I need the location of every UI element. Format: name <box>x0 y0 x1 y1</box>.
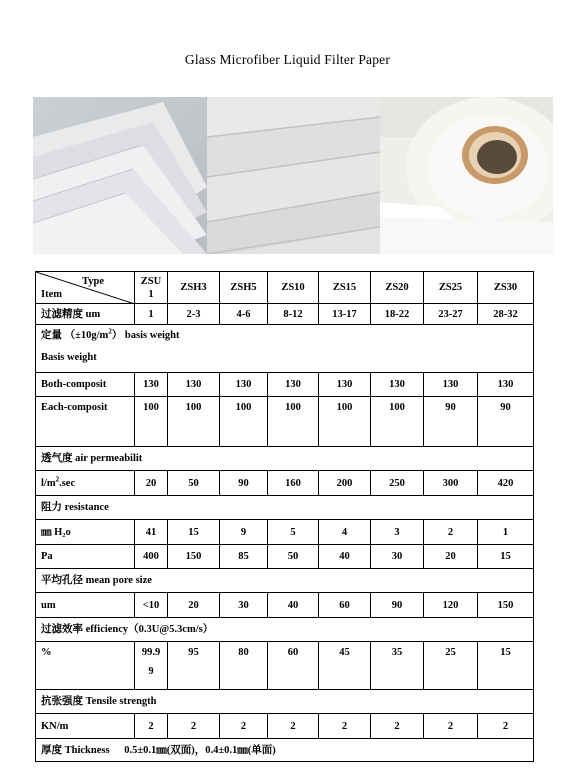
table-cell: 2 <box>478 714 534 739</box>
table-cell: 130 <box>135 373 168 397</box>
table-cell: 2 <box>135 714 168 739</box>
filter-paper-sheets-photo <box>33 97 207 254</box>
table-cell: 60 <box>268 642 319 690</box>
table-cell: 420 <box>478 471 534 496</box>
table-cell: 30 <box>220 593 268 618</box>
air-section-row <box>36 447 534 471</box>
table-cell: 2 <box>220 714 268 739</box>
section-header-efficiency: 过滤效率 efficiency（0.3U@5.3cm/s） <box>36 618 534 642</box>
row-label: Each-composit <box>36 397 135 447</box>
resistance-section-row <box>36 496 534 520</box>
row-label: KN/m <box>36 714 135 739</box>
table-cell: 90 <box>371 593 424 618</box>
efficiency-row <box>36 642 534 690</box>
filter-paper-roll-photo <box>380 97 553 254</box>
table-cell: 41 <box>135 520 168 545</box>
row-label: Pa <box>36 545 135 569</box>
section-header-resistance: 阻力 resistance <box>36 496 534 520</box>
table-cell: 150 <box>478 593 534 618</box>
model-header: ZSH3 <box>168 272 220 304</box>
table-cell: 99.9 9 <box>135 642 168 690</box>
table-cell: 400 <box>135 545 168 569</box>
section-header-basis-weight: 定量 $(\pm 10g/m^2)$ basis weight Basis weight <box>36 325 534 373</box>
row-label: $l/m^2.\sec$ <box>36 471 135 496</box>
table-cell: 120 <box>424 593 478 618</box>
table-cell: 130 <box>268 373 319 397</box>
table-cell: 28-32 <box>478 304 534 325</box>
table-cell: 15 <box>478 642 534 690</box>
table-cell: 80 <box>220 642 268 690</box>
table-cell: 2 <box>371 714 424 739</box>
section-header-pore-size: 平均孔径 mean pore size <box>36 569 534 593</box>
table-cell: 13-17 <box>319 304 371 325</box>
table-cell: 40 <box>268 593 319 618</box>
table-cell: 4-6 <box>220 304 268 325</box>
table-cell: 2 <box>319 714 371 739</box>
model-header: ZS15 <box>319 272 371 304</box>
row-label: ㎜ H₂o <box>36 520 135 545</box>
item-label: Item <box>41 289 62 300</box>
thickness-value: 0.5±0.1㎜(双面)，0.4±0.1㎜(单面) <box>124 744 276 756</box>
table-cell: 5 <box>268 520 319 545</box>
table-cell: 15 <box>168 520 220 545</box>
basis-weight-label: Basis weight <box>41 352 97 363</box>
tensile-row <box>36 714 534 739</box>
table-cell: 20 <box>135 471 168 496</box>
air-row <box>36 471 534 496</box>
each-composit-row <box>36 397 534 447</box>
model-header: ZSU 1 <box>135 272 168 304</box>
pore-section-row <box>36 569 534 593</box>
table-cell: 1 <box>135 304 168 325</box>
table-cell: 40 <box>319 545 371 569</box>
pa-row <box>36 545 534 569</box>
thickness-row <box>36 739 534 762</box>
type-label: Type <box>82 276 104 287</box>
table-cell: 8-12 <box>268 304 319 325</box>
table-cell: 20 <box>168 593 220 618</box>
pore-row <box>36 593 534 618</box>
table-cell: 2 <box>424 520 478 545</box>
table-cell: <10 <box>135 593 168 618</box>
row-label: 过滤精度 um <box>36 304 135 325</box>
header-row <box>36 272 534 304</box>
model-header: ZS10 <box>268 272 319 304</box>
table-cell: 18-22 <box>371 304 424 325</box>
table-cell: 30 <box>371 545 424 569</box>
table-cell: 100 <box>168 397 220 447</box>
product-photos <box>33 97 553 254</box>
table-cell: 100 <box>371 397 424 447</box>
spec-table <box>35 271 534 762</box>
table-cell: 4 <box>319 520 371 545</box>
table-cell: 2 <box>424 714 478 739</box>
table-cell: 9 <box>220 520 268 545</box>
table-cell: 50 <box>268 545 319 569</box>
table-cell: 160 <box>268 471 319 496</box>
table-cell: 50 <box>168 471 220 496</box>
mmh2o-row <box>36 520 534 545</box>
table-cell: 130 <box>220 373 268 397</box>
table-cell: 130 <box>478 373 534 397</box>
section-header-air-permeability: 透气度 air permeabilit <box>36 447 534 471</box>
row-label: Both-composit <box>36 373 135 397</box>
model-header: ZS25 <box>424 272 478 304</box>
model-header: ZS30 <box>478 272 534 304</box>
table-cell: 85 <box>220 545 268 569</box>
table-cell: 130 <box>424 373 478 397</box>
thickness-label: 厚度 Thickness <box>41 744 110 756</box>
type-item-corner <box>36 272 135 304</box>
table-cell: 100 <box>135 397 168 447</box>
table-cell: 60 <box>319 593 371 618</box>
table-cell: 45 <box>319 642 371 690</box>
table-cell: 100 <box>220 397 268 447</box>
table-cell: 3 <box>371 520 424 545</box>
table-cell: 130 <box>319 373 371 397</box>
basis-weight-section-row <box>36 325 534 373</box>
filter-paper-stack-photo <box>207 97 380 254</box>
efficiency-section-row <box>36 618 534 642</box>
table-cell: 1 <box>478 520 534 545</box>
table-cell: 95 <box>168 642 220 690</box>
model-header: ZS20 <box>371 272 424 304</box>
both-composit-row <box>36 373 534 397</box>
table-cell: 130 <box>168 373 220 397</box>
tensile-section-row <box>36 690 534 714</box>
row-label: um <box>36 593 135 618</box>
table-cell: 90 <box>478 397 534 447</box>
table-cell: 2-3 <box>168 304 220 325</box>
table-cell: 250 <box>371 471 424 496</box>
table-cell: 20 <box>424 545 478 569</box>
table-cell: 2 <box>268 714 319 739</box>
table-cell: 150 <box>168 545 220 569</box>
model-header: ZSH5 <box>220 272 268 304</box>
table-cell: 90 <box>220 471 268 496</box>
table-cell: 300 <box>424 471 478 496</box>
table-cell: 2 <box>168 714 220 739</box>
document-title: Glass Microfiber Liquid Filter Paper <box>184 52 391 67</box>
table-cell: 35 <box>371 642 424 690</box>
row-label: % <box>36 642 135 690</box>
table-cell: 200 <box>319 471 371 496</box>
section-header-tensile-strength: 抗张强度 Tensile strength <box>36 690 534 714</box>
table-cell: 130 <box>371 373 424 397</box>
thickness-cell <box>36 739 534 762</box>
table-cell: 100 <box>268 397 319 447</box>
precision-row <box>36 304 534 325</box>
table-cell: 23-27 <box>424 304 478 325</box>
table-cell: 100 <box>319 397 371 447</box>
table-cell: 25 <box>424 642 478 690</box>
table-cell: 15 <box>478 545 534 569</box>
table-cell: 90 <box>424 397 478 447</box>
